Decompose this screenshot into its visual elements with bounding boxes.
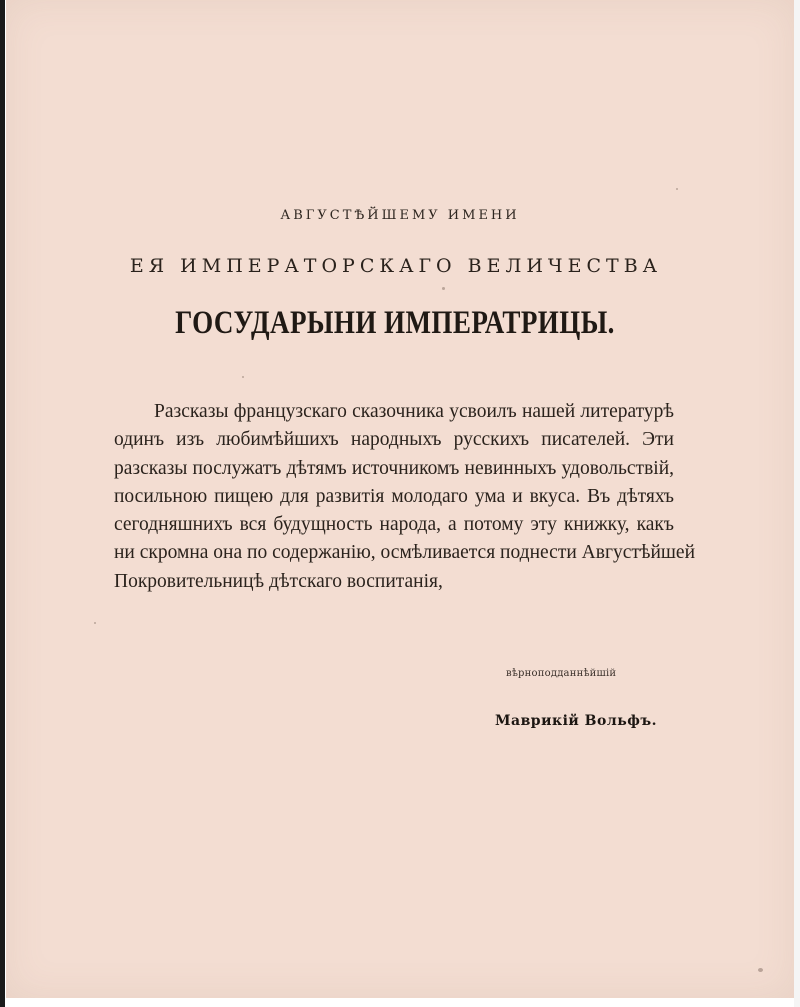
dedication-line-2: ЕЯ ИМПЕРАТОРСКАГО ВЕЛИЧЕСТВА xyxy=(129,255,663,277)
paper-speck xyxy=(94,622,96,624)
closing-salutation: вѣрноподданнѣйшій xyxy=(506,668,617,679)
book-page xyxy=(6,0,794,998)
paragraph-line: сегодняшнихъ вся будущность народа, а потому эту книжку, какъ xyxy=(114,514,674,536)
paragraph-line: разсказы послужатъ дѣтямъ источникомъ невинныхъ удовольствій, xyxy=(114,457,674,479)
paragraph-line: посильною пищею для развитія молодаго ума и вкуса. Въ дѣтяхъ xyxy=(114,485,674,507)
signature: Маврикій Вольфъ. xyxy=(495,713,657,729)
scan-left-border xyxy=(0,0,5,1007)
paper-speck xyxy=(242,376,244,378)
dedication-line-3: ГОСУДАРЫНИ ИМПЕРАТРИЦЫ. xyxy=(175,305,615,341)
scan-right-margin xyxy=(794,0,800,1007)
paper-speck xyxy=(676,188,678,190)
paragraph-line: одинъ изъ любимѣйшихъ народныхъ русскихъ писателей. Эти xyxy=(114,429,674,451)
dedication-paragraph xyxy=(114,398,696,596)
paragraph-line: Покровительницѣ дѣтскаго воспитанія, xyxy=(114,570,443,592)
paragraph-line: ни скромна она по содержанію, осмѣливается поднести Августѣйшей xyxy=(114,542,696,564)
dedication-line-1: АВГУСТѢЙШЕМУ ИМЕНИ xyxy=(280,208,520,223)
paper-speck xyxy=(442,287,445,290)
paper-speck xyxy=(758,968,763,972)
scan-bottom-margin xyxy=(6,998,794,1007)
paragraph-line: Разсказы французскаго сказочника усвоилъ нашей литературѣ xyxy=(154,401,674,422)
